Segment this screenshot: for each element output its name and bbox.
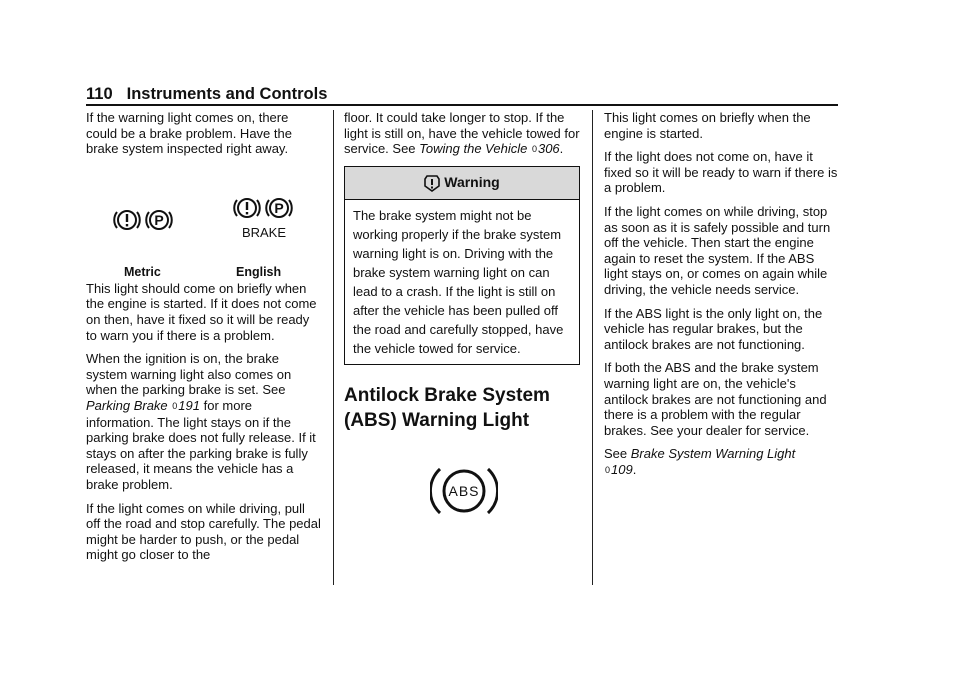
column-2: [344, 110, 580, 522]
column-3: [604, 110, 840, 486]
paragraph: This light should come on briefly when the engine is started. If it does not come on then, have it fixed so it will be ready to warn you if there is a problem.: [86, 280, 317, 343]
warning-header: [345, 167, 579, 200]
brake-warning-metric-icon: [112, 205, 176, 235]
parking-letter: P: [154, 211, 164, 228]
cross-reference-link[interactable]: [419, 141, 560, 156]
ref-title: Parking Brake: [86, 397, 168, 413]
column-divider-1: [333, 110, 334, 585]
paragraph: If the light does not come on, have it fixed so it will be ready to warn if there is a problem.: [604, 149, 838, 196]
paragraph: If both the ABS and the brake system warning light are on, the vehicle's antilock brakes are not functioning and there is a problem with the regular brakes. See your dealer for service.: [604, 360, 827, 438]
page-number: 110: [86, 85, 113, 103]
paragraph: If the ABS light is the only light on, the vehicle has regular brakes, but the antilock brakes are not functioning.: [604, 305, 823, 352]
ref-title: Towing the Vehicle: [419, 141, 528, 157]
ref-title: Brake System Warning Light: [630, 446, 796, 462]
warning-body: The brake system might not be working properly if the brake system warning light is on. Driving with the brake system warning light on can lead to a crash. If the light is still on after the vehicle has been pulled off the road and carefully stopped, have the vehicle towed for service.: [353, 207, 564, 356]
header-rule: [86, 104, 838, 106]
paragraph: This light comes on briefly when the engine is started.: [604, 110, 811, 141]
warning-title: Warning: [444, 173, 500, 190]
warning-box: [344, 166, 580, 365]
text: When the ignition is on, the brake system warning light also comes on when the parking brake is set. See: [86, 351, 292, 398]
column-1: [86, 110, 322, 571]
text: .: [559, 141, 564, 157]
parking-letter: P: [274, 199, 284, 216]
paragraph: [604, 446, 840, 478]
page-arrow-icon: 0: [605, 464, 611, 475]
english-label: English: [236, 264, 282, 279]
cross-reference-link[interactable]: [86, 398, 200, 413]
ref-page: 306: [537, 141, 560, 157]
section-heading: Antilock Brake System (ABS) Warning Light: [344, 384, 550, 431]
text: for more information. The light stays on if the parking brake does not fully release. If it stays on after the parking brake is fully released, it means the vehicle has a brake problem.: [86, 397, 316, 492]
paragraph: If the light comes on while driving, stop as soon as it is safely possible and turn off the vehicle. Then start the engine again to reset the system. If the ABS light stays on, or comes on again while driving, the vehicle needs service.: [604, 203, 831, 297]
ref-page: 109: [611, 461, 633, 477]
paragraph: [86, 351, 322, 492]
page-arrow-icon: 0: [172, 400, 178, 411]
metric-label: Metric: [124, 264, 161, 279]
ref-page: 191: [178, 397, 200, 413]
paragraph: If the light comes on while driving, pull off the road and stop carefully. The pedal might be harder to push, or the pedal might go closer to the: [86, 500, 321, 563]
page-header: [86, 84, 838, 104]
text: See: [604, 446, 631, 462]
paragraph: If the warning light comes on, there could be a brake problem. Have the brake system inspected right away.: [86, 110, 292, 157]
text: floor. It could take longer to stop. If the light is still on, have the vehicle towed for service. See: [344, 110, 580, 157]
brake-warning-icons: [86, 165, 322, 279]
section-title: Instruments and Controls: [126, 85, 328, 103]
brake-text: BRAKE: [241, 224, 287, 240]
warning-symbol-icon: [424, 174, 440, 192]
column-divider-2: [592, 110, 593, 585]
brake-warning-english-icon: [232, 195, 296, 241]
paragraph: [344, 110, 580, 158]
page-arrow-icon: 0: [531, 144, 537, 155]
text: .: [632, 461, 637, 477]
abs-text: ABS: [448, 482, 480, 499]
abs-warning-icon: [430, 463, 498, 519]
